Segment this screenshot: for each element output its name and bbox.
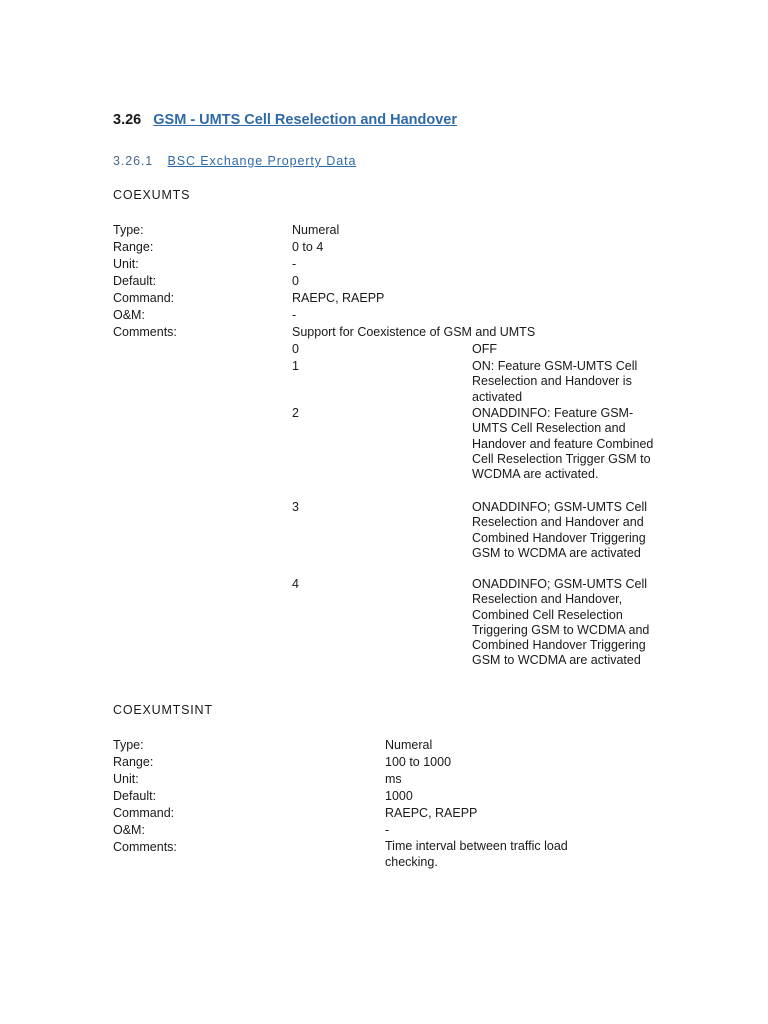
section-title-link[interactable]: GSM - UMTS Cell Reselection and Handover: [153, 112, 458, 128]
field-label: Default:: [113, 274, 157, 288]
field-label: Unit:: [113, 257, 139, 271]
field-value: -: [292, 257, 297, 271]
field-label: Comments:: [113, 840, 177, 854]
field-label: O&M:: [113, 308, 145, 322]
field-label: Range:: [113, 755, 154, 769]
subsection-heading: [113, 154, 356, 168]
field-label: Command:: [113, 291, 175, 305]
field-value: ms: [385, 772, 402, 786]
field-value: Numeral: [385, 738, 433, 752]
option-key: 3: [292, 500, 299, 514]
subsection-number: 3.26.1: [113, 154, 154, 168]
option-text: OFF: [472, 342, 497, 356]
field-label: Type:: [113, 223, 144, 237]
field-value: 1000: [385, 789, 413, 803]
field-value: Numeral: [292, 223, 340, 237]
field-value: 100 to 1000: [385, 755, 452, 769]
field-value: 0: [292, 274, 299, 288]
field-label: Default:: [113, 789, 157, 803]
field-value: -: [385, 823, 390, 837]
field-value: -: [292, 308, 297, 322]
option-key: 4: [292, 577, 299, 591]
option-text: ONADDINFO; GSM-UMTS Cell Reselection and Handover, Combined Cell Reselection Triggering GSM to WCDMA and Combined Handover Triggering GSM to WCDMA are activated: [472, 577, 650, 668]
field-label: Command:: [113, 806, 175, 820]
param-name: COEXUMTS: [113, 188, 191, 202]
subsection-title-link[interactable]: BSC Exchange Property Data: [167, 154, 357, 168]
option-key: 1: [292, 359, 299, 373]
field-label: Comments:: [113, 325, 177, 339]
field-label: O&M:: [113, 823, 145, 837]
field-label: Type:: [113, 738, 144, 752]
field-value: RAEPC, RAEPP: [385, 806, 478, 820]
field-value: 0 to 4: [292, 240, 324, 254]
section-heading: [113, 112, 457, 128]
option-text: ONADDINFO: Feature GSM-UMTS Cell Reselection and Handover and feature Combined Cell Reselection Trigger GSM to WCDMA are activated.: [472, 406, 654, 482]
field-value: Support for Coexistence of GSM and UMTS: [292, 325, 536, 339]
field-value: Time interval between traffic load checking.: [385, 839, 568, 869]
field-label: Unit:: [113, 772, 139, 786]
section-number: 3.26: [113, 112, 142, 128]
option-text: ON: Feature GSM-UMTS Cell Reselection and Handover is activated: [472, 359, 638, 404]
field-value: RAEPC, RAEPP: [292, 291, 385, 305]
option-key: 0: [292, 342, 299, 356]
option-text: ONADDINFO; GSM-UMTS Cell Reselection and Handover and Combined Handover Triggering GSM to WCDMA are activated: [472, 500, 647, 560]
option-key: 2: [292, 406, 299, 420]
field-label: Range:: [113, 240, 154, 254]
param-name: COEXUMTSINT: [113, 703, 213, 717]
